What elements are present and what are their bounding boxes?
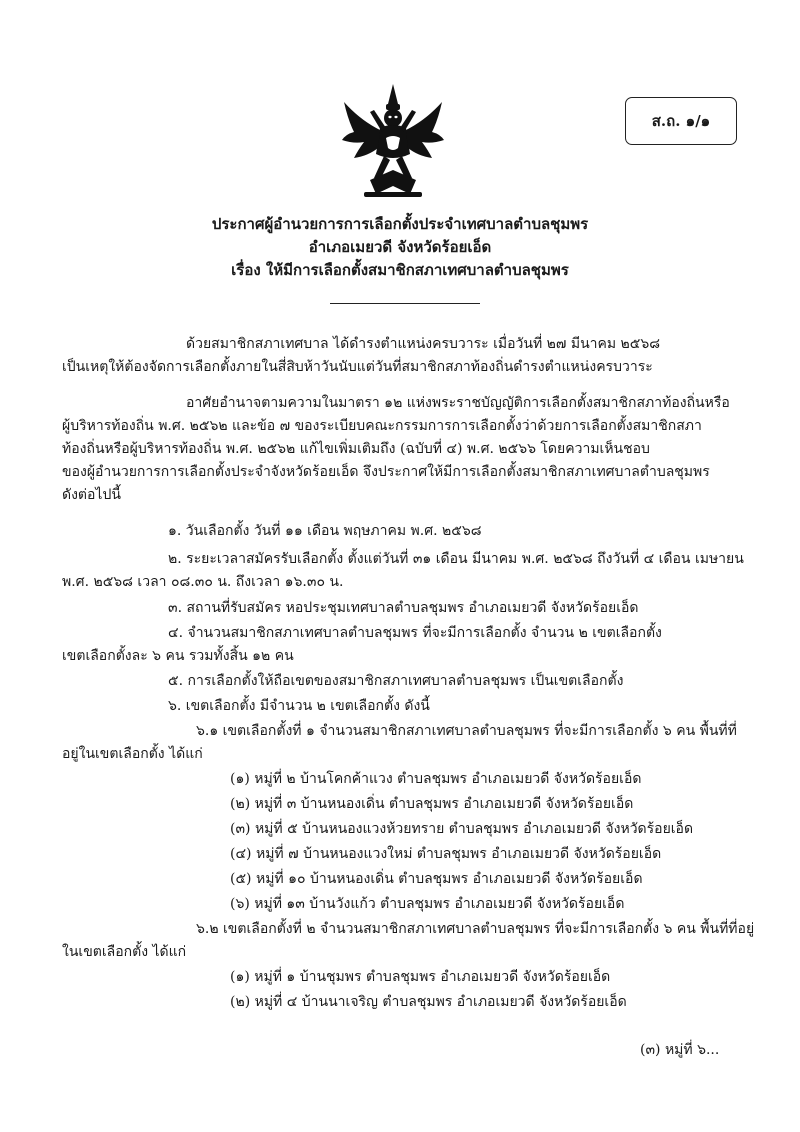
zone-1-village-2: (๒) หมู่ที่ ๓ บ้านหนองเดิ่น ตำบลชุมพร อำเภอเมยวดี จังหวัดร้อยเอ็ด bbox=[230, 796, 634, 812]
item-2-line2: พ.ศ. ๒๕๖๘ เวลา ๐๘.๓๐ น. ถึงเวลา ๑๖.๓๐ น. bbox=[62, 574, 344, 590]
zone-1-village-4: (๔) หมู่ที่ ๗ บ้านหนองแวงใหม่ ตำบลชุมพร อำเภอเมยวดี จังหวัดร้อยเอ็ด bbox=[230, 846, 662, 862]
form-code-box bbox=[625, 97, 737, 145]
item-4-line2: เขตเลือกตั้งละ ๖ คน รวมทั้งสิ้น ๑๒ คน bbox=[62, 648, 294, 664]
zone-1-village-3: (๓) หมู่ที่ ๕ บ้านหนองแวงห้วยทราย ตำบลชุมพร อำเภอเมยวดี จังหวัดร้อยเอ็ด bbox=[230, 821, 694, 837]
form-code: ส.ถ. ๑/๑ bbox=[651, 112, 711, 130]
zone-2-line1: ๖.๒ เขตเลือกตั้งที่ ๒ จำนวนสมาชิกสภาเทศบาลตำบลชุมพร ที่จะมีการเลือกตั้ง ๖ คน พื้นที่ที่อยู่ bbox=[196, 921, 755, 937]
continuation-marker: (๓) หมู่ที่ ๖... bbox=[640, 1042, 720, 1058]
item-3: ๓. สถานที่รับสมัคร หอประชุมเทศบาลตำบลชุมพร อำเภอเมยวดี จังหวัดร้อยเอ็ด bbox=[168, 600, 639, 616]
para1-line2: เป็นเหตุให้ต้องจัดการเลือกตั้งภายในสี่สิบห้าวันนับแต่วันที่สมาชิกสภาท้องถิ่นดำรงตำแหน่งครบวาระ bbox=[62, 359, 653, 375]
para2-line5: ดังต่อไปนี้ bbox=[62, 487, 121, 503]
zone-2-village-2: (๒) หมู่ที่ ๔ บ้านนาเจริญ ตำบลชุมพร อำเภอเมยวดี จังหวัดร้อยเอ็ด bbox=[230, 994, 627, 1010]
para1-line1: ด้วยสมาชิกสภาเทศบาล ได้ดำรงตำแหน่งครบวาระ เมื่อวันที่ ๒๗ มีนาคม ๒๕๖๘ bbox=[186, 336, 661, 352]
item-5: ๕. การเลือกตั้งให้ถือเขตของสมาชิกสภาเทศบาลตำบลชุมพร เป็นเขตเลือกตั้ง bbox=[168, 673, 624, 689]
zone-1-village-5: (๕) หมู่ที่ ๑๐ บ้านหนองเดิ่น ตำบลชุมพร อำเภอเมยวดี จังหวัดร้อยเอ็ด bbox=[230, 871, 643, 887]
para2-line2: ผู้บริหารท้องถิ่น พ.ศ. ๒๕๖๒ และข้อ ๗ ของระเบียบคณะกรรมการการเลือกตั้งว่าด้วยการเลือกตั้งสมาชิกสภา bbox=[62, 418, 702, 434]
item-2-line1: ๒. ระยะเวลาสมัครรับเลือกตั้ง ตั้งแต่วันที่ ๓๑ เดือน มีนาคม พ.ศ. ๒๕๖๘ ถึงวันที่ ๔ เดือน เมษายน bbox=[168, 551, 744, 567]
item-6: ๖. เขตเลือกตั้ง มีจำนวน ๒ เขตเลือกตั้ง ดังนี้ bbox=[168, 698, 430, 714]
title-line-3: เรื่อง ให้มีการเลือกตั้งสมาชิกสภาเทศบาลตำบลชุมพร bbox=[231, 261, 569, 279]
zone-2-line2: ในเขตเลือกตั้ง ได้แก่ bbox=[62, 944, 187, 960]
zone-1-village-6: (๖) หมู่ที่ ๑๓ บ้านวังแก้ว ตำบลชุมพร อำเภอเมยวดี จังหวัดร้อยเอ็ด bbox=[230, 896, 625, 912]
item-1: ๑. วันเลือกตั้ง วันที่ ๑๑ เดือน พฤษภาคม พ.ศ. ๒๕๖๘ bbox=[168, 523, 482, 539]
zone-2-village-1: (๑) หมู่ที่ ๑ บ้านชุมพร ตำบลชุมพร อำเภอเมยวดี จังหวัดร้อยเอ็ด bbox=[230, 969, 611, 985]
para2-line3: ท้องถิ่นหรือผู้บริหารท้องถิ่น พ.ศ. ๒๕๖๒ แก้ไขเพิ่มเติมถึง (ฉบับที่ ๔) พ.ศ. ๒๕๖๖ โดยความเห็นชอบ bbox=[62, 441, 650, 457]
para2-line1: อาศัยอำนาจตามความในมาตรา ๑๒ แห่งพระราชบัญญัติการเลือกตั้งสมาชิกสภาท้องถิ่นหรือ bbox=[186, 395, 730, 411]
garuda-emblem-icon bbox=[340, 82, 446, 200]
para2-line4: ของผู้อำนวยการการเลือกตั้งประจำจังหวัดร้อยเอ็ด จึงประกาศให้มีการเลือกตั้งสมาชิกสภาเทศบาลตำบลชุมพร bbox=[62, 464, 710, 480]
zone-1-line2: อยู่ในเขตเลือกตั้ง ได้แก่ bbox=[62, 746, 203, 762]
title-line-2: อำเภอเมยวดี จังหวัดร้อยเอ็ด bbox=[308, 238, 492, 256]
title-line-1: ประกาศผู้อำนวยการการเลือกตั้งประจำเทศบาลตำบลชุมพร bbox=[211, 215, 589, 233]
zone-1-village-1: (๑) หมู่ที่ ๒ บ้านโคกค้าแวง ตำบลชุมพร อำเภอเมยวดี จังหวัดร้อยเอ็ด bbox=[230, 771, 642, 787]
item-4-line1: ๔. จำนวนสมาชิกสภาเทศบาลตำบลชุมพร ที่จะมีการเลือกตั้ง จำนวน ๒ เขตเลือกตั้ง bbox=[168, 625, 662, 641]
zone-1-line1: ๖.๑ เขตเลือกตั้งที่ ๑ จำนวนสมาชิกสภาเทศบาลตำบลชุมพร ที่จะมีการเลือกตั้ง ๖ คน พื้นที่ที่ bbox=[196, 723, 737, 739]
title-divider bbox=[330, 303, 480, 304]
